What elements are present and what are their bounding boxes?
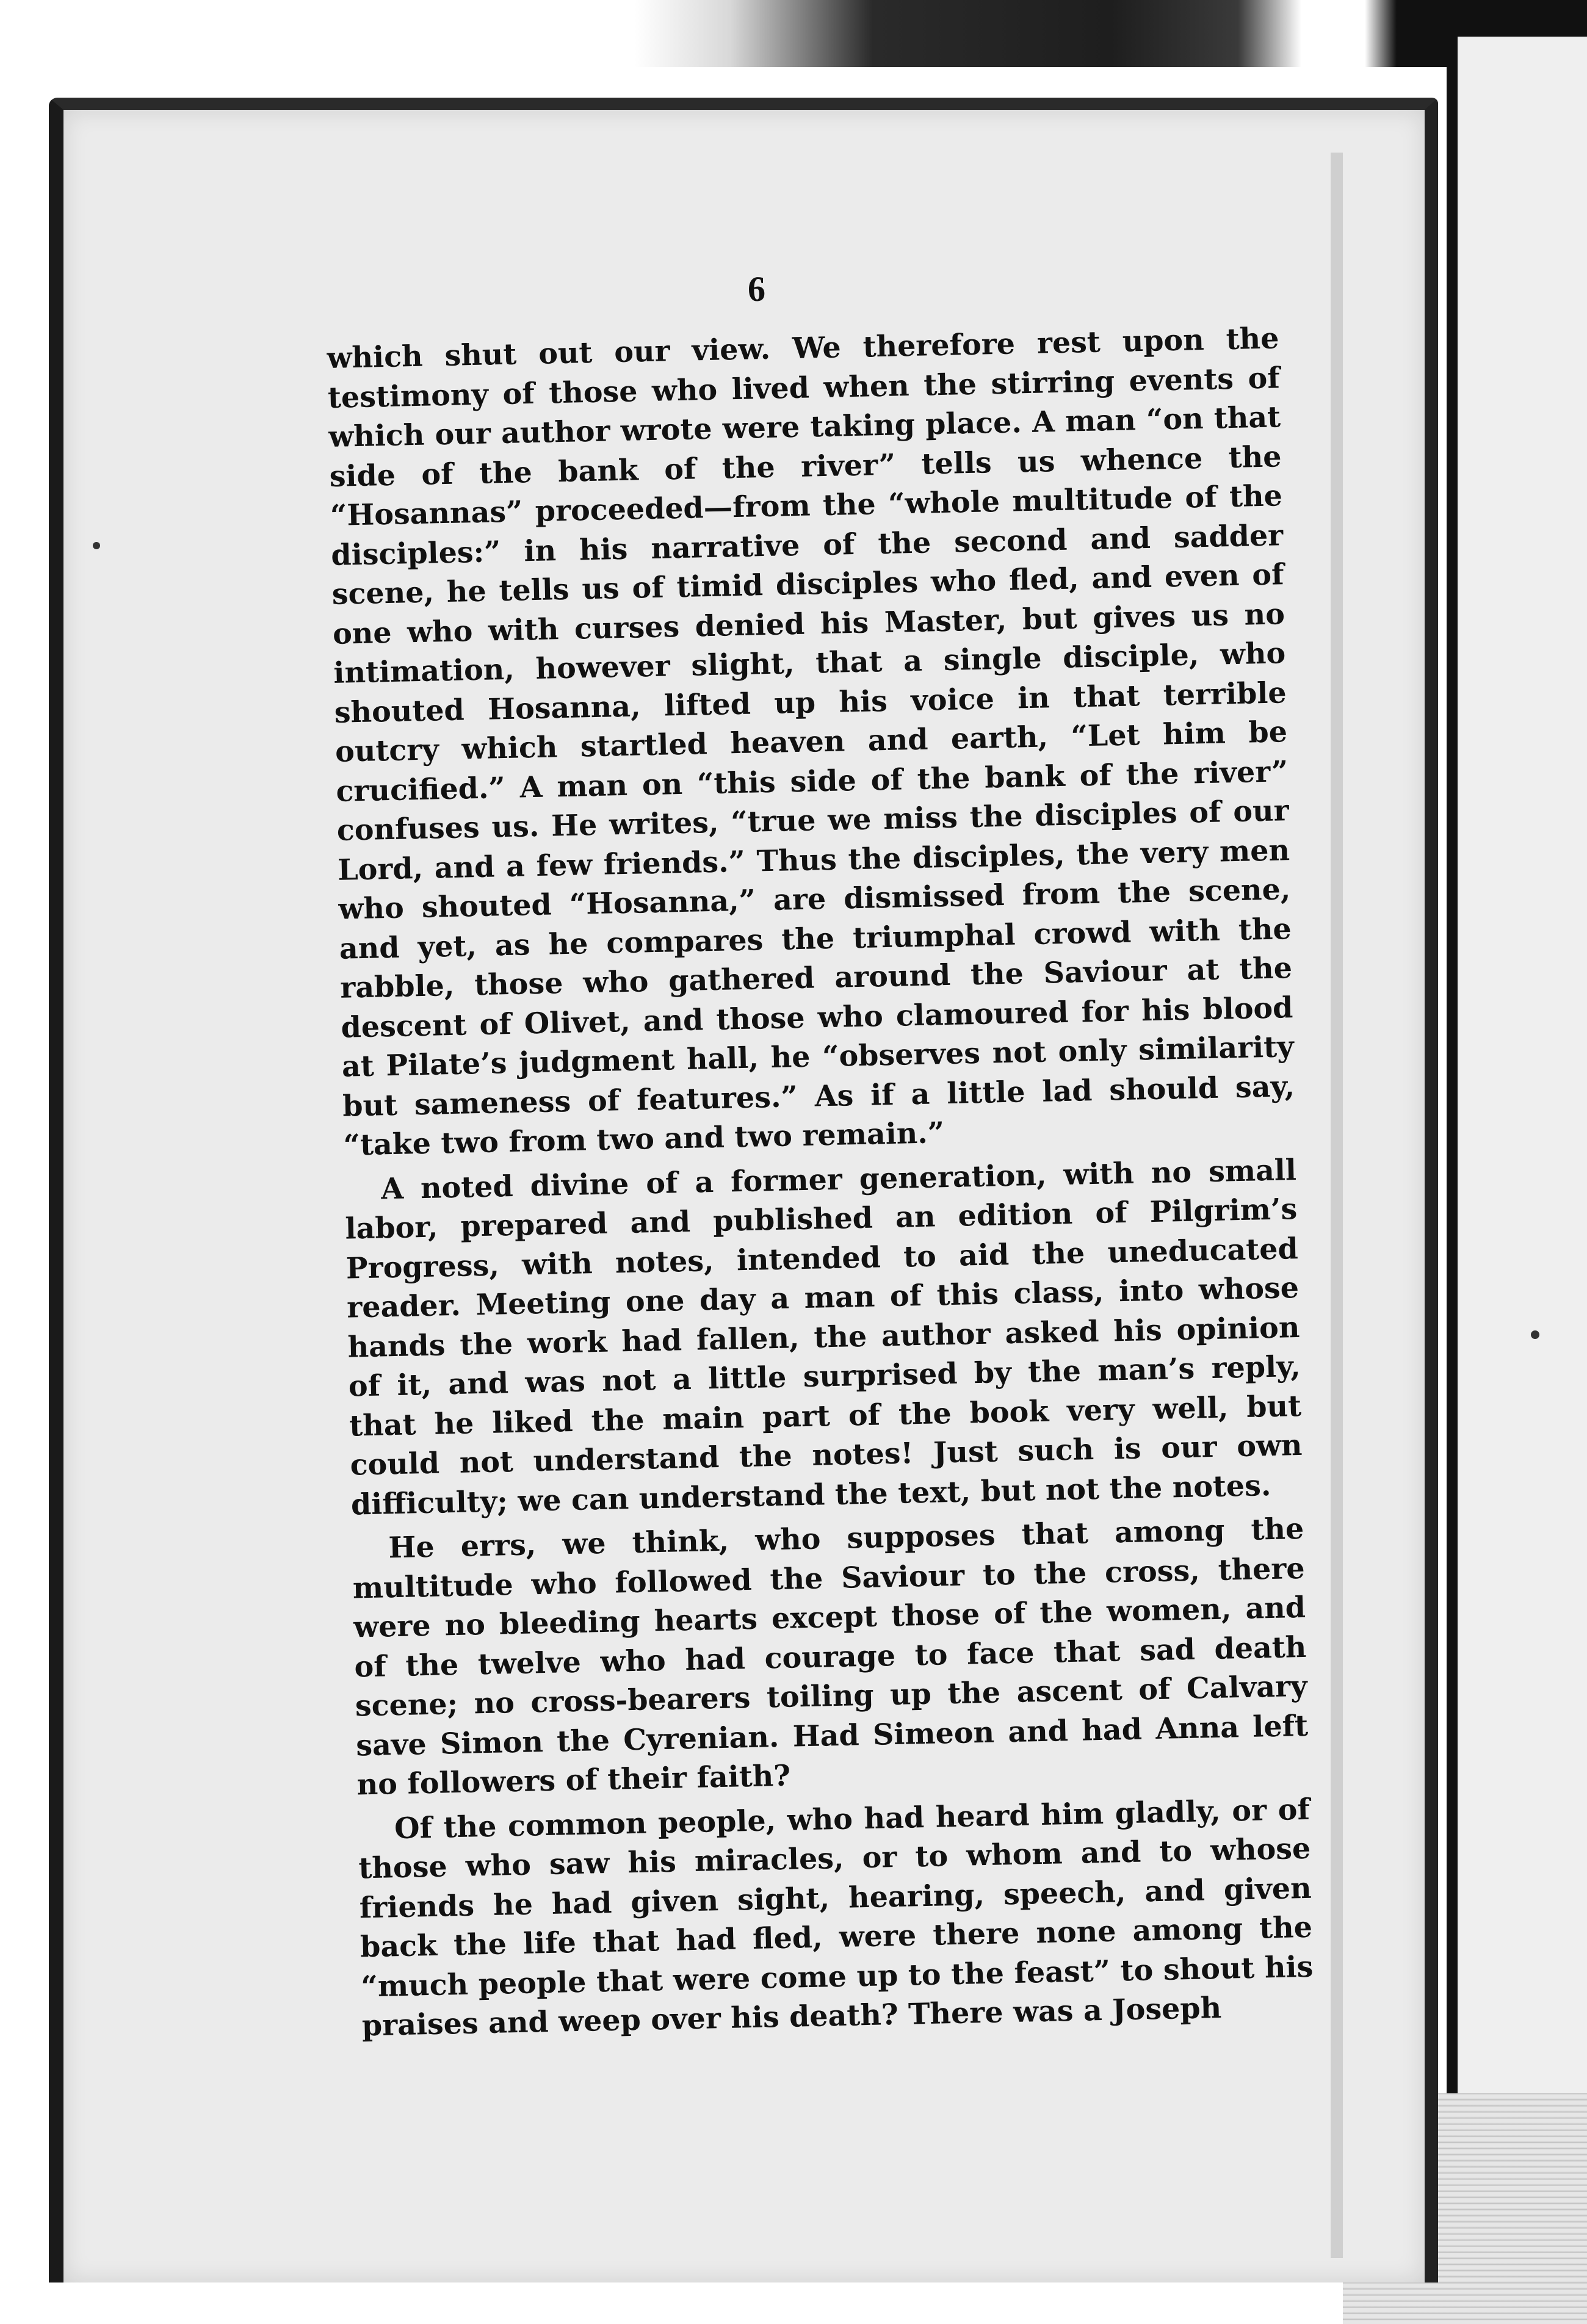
paragraph: He errs, we think, who supposes that among the multitude who followed the Saviour to the cross, there were no bleeding hearts except those of the women, and of the twelve who had courage to face that sad death scene; no cross-bearers toiling up the ascent of Calvary save Simon the Cyrenian. Had Simeon and had Anna left no followers of their faith? bbox=[352, 1511, 1309, 1802]
paragraph: which shut out our view. We therefore rest upon the testimony of those who lived when the stirring events of which our author wrote were taking place. A man “on that side of the bank of the river” tells us whence the “Hosannas” proceeded—from the “whole multitude of the disciples:” in his narrative of the second and sadder scene, he tells us of timid disciples who fled, and even of one who with curses denied his Master, but gives us no intimation, however slight, that a single disciple, who shouted Hosanna, lifted up his voice in that terrible outcry which startled heaven and earth, “Let him be crucified.” A man on “this side of the bank of the river” confuses us. He writes, “true we miss the disciples of our Lord, and a few friends.” Thus the disciples, the very men who shouted “Hosanna,” are dismissed from the scene, and yet, as he compares the triumphal crowd with the rabble, those who gathered around the Saviour at the descent of Olivet, and those who clamoured for his blood at Pilate’s judgment hall, he “observes not only similarity but sameness of features.” As if a little lad should say, “take two from two and two remain.” bbox=[327, 321, 1295, 1163]
page-fold-shadow bbox=[1331, 153, 1343, 2258]
ink-speck bbox=[93, 542, 100, 549]
ink-speck bbox=[1531, 1330, 1539, 1339]
body-text bbox=[327, 319, 1314, 2046]
paragraph: A noted divine of a former generation, with no small labor, prepared and published an edition of Pilgrim’s Progress, with notes, intended to aid the uneducated reader. Meeting one day a man of this class, into whose hands the work had fallen, the author asked his opinion of it, and was not a little surprised by the man’s reply, that he liked the main part of the book very well, but could not understand the notes! Just such is our own difficulty; we can understand the text, but not the notes. bbox=[344, 1152, 1303, 1522]
scan-top-edge bbox=[0, 0, 1587, 67]
paragraph: Of the common people, who had heard him gladly, or of those who saw his miracles, or to whom and to whose friends he had given sight, hearing, speech, and given back the life that had fled, were there none among the “much people that were come up to the feast” to shout his praises and weep over his death? There was a Joseph bbox=[358, 1792, 1314, 2043]
facing-page-edge bbox=[1447, 37, 1587, 2324]
page-number: 6 bbox=[748, 269, 765, 309]
